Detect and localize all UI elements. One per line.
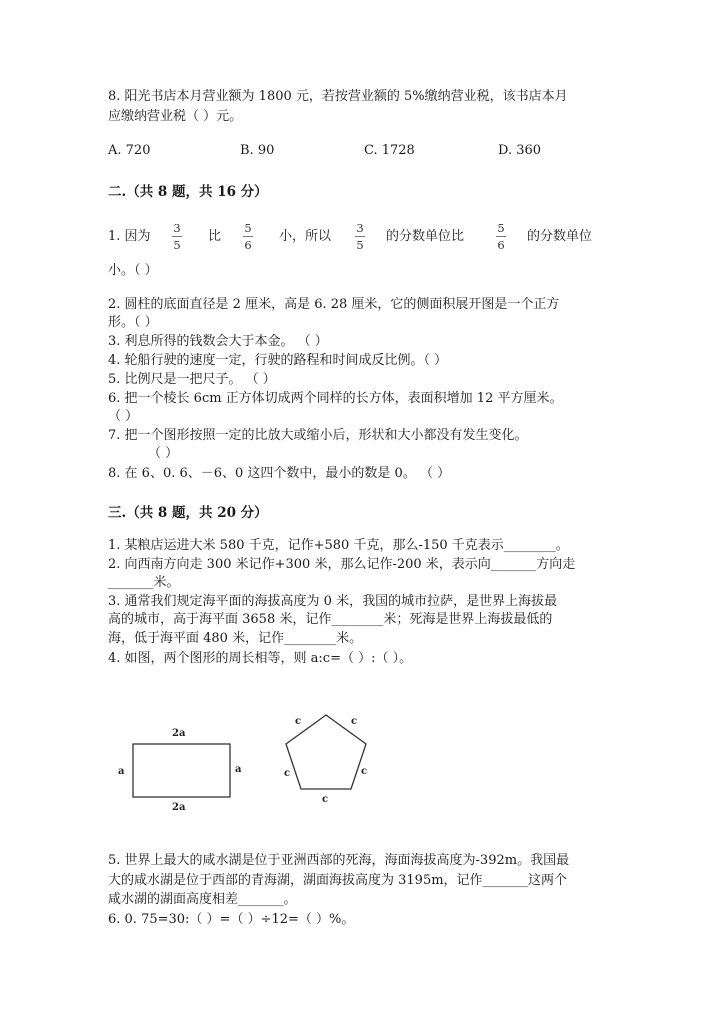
fraction-bar (355, 236, 365, 237)
s2-q1-fraction-2 (243, 221, 253, 252)
fraction-denominator: 6 (497, 238, 505, 252)
s2-q1-part-d: 的分数单位比 (386, 229, 465, 244)
s3-q3-line2: 高的城市，高于海平面 3658 米，记作________米；死海是世界上海拔最低的 (108, 612, 553, 627)
s2-q1-fraction-1 (172, 221, 182, 252)
s2-q3: 3. 利息所得的钱数会大于本金。 （ ） (108, 334, 328, 349)
s2-q1-fraction-3 (355, 221, 365, 252)
s3-q5-line1: 5. 世界上最大的咸水湖是位于亚洲西部的死海，海面海拔高度为-392m。我国最 (108, 853, 570, 868)
rect-right-label: a (235, 764, 242, 775)
s3-q2-line2: _______米。 (108, 575, 180, 590)
q8-option-a: A. 720 (108, 143, 151, 158)
fraction-numerator: 5 (244, 221, 252, 235)
s2-q6-line1: 6. 把一个棱长 6cm 正方体切成两个同样的长方体，表面积增加 12 平方厘米。 (108, 391, 563, 406)
s2-q7-line2: （ ） (148, 446, 179, 461)
q8-option-d: D. 360 (498, 143, 542, 158)
fraction-denominator: 5 (173, 238, 181, 252)
s3-q5-line2: 大的咸水湖是位于西部的青海湖，湖面海拔高度为 3195m，记作_______这两个 (108, 873, 568, 888)
fraction-denominator: 5 (356, 238, 364, 252)
fraction-bar (496, 236, 506, 237)
s3-q4: 4. 如图，两个图形的周长相等，则 a:c=（ ）:（ ）。 (108, 651, 413, 666)
s2-q1-fraction-4 (496, 221, 506, 252)
s3-q3-line1: 3. 通常我们规定海平面的海拔高度为 0 米，我国的城市拉萨，是世界上海拔最 (108, 594, 558, 609)
fraction-numerator: 3 (356, 221, 364, 235)
s2-q6-line2: （ ） (108, 409, 139, 424)
q8-option-b: B. 90 (240, 143, 275, 158)
fraction-denominator: 6 (244, 238, 252, 252)
s2-q7-line1: 7. 把一个图形按照一定的比放大或缩小后，形状和大小都没有发生变化。 (108, 428, 528, 443)
fraction-numerator: 5 (497, 221, 505, 235)
fraction-numerator: 3 (173, 221, 181, 235)
s2-q1-line2: 小。（ ） (108, 263, 158, 278)
s2-q1-part-c: 小，所以 (279, 229, 332, 244)
pentagon-side-label-top-right: c (351, 716, 358, 727)
s3-q3-line3: 海，低于海平面 480 米，记作________米。 (108, 631, 363, 646)
s3-q2-line1: 2. 向西南方向走 300 米记作+300 米，那么记作-200 米，表示向_______方向走 (108, 557, 576, 572)
section3-heading: 三.（共 8 题，共 20 分） (108, 505, 268, 521)
s2-q2-line2: 形。（ ） (108, 315, 158, 330)
rect-bottom-label: 2a (172, 802, 186, 813)
s2-q8: 8. 在 6、0. 6、－6、0 这四个数中，最小的数是 0。 （ ） (108, 466, 451, 481)
pentagon-side-label-right: c (361, 766, 368, 777)
q8-text-line2: 应缴纳营业税（ ）元。 (108, 109, 243, 124)
rect-left-label: a (118, 766, 125, 777)
perimeter-figure (100, 700, 390, 815)
s2-q1-part-a: 1. 因为 (108, 229, 151, 244)
pentagon-side-label-bottom: c (322, 794, 329, 805)
s3-q1: 1. 某粮店运进大米 580 千克，记作+580 千克，那么-150 千克表示________。 (108, 538, 569, 553)
fraction-bar (243, 236, 253, 237)
s3-q6: 6. 0. 75=30:（ ）=（ ）÷12=（ ）%。 (108, 912, 355, 927)
s2-q2-line1: 2. 圆柱的底面直径是 2 厘米，高是 6. 28 厘米，它的侧面积展开图是一个正方 (108, 297, 560, 312)
pentagon-side-label-top-left: c (295, 716, 302, 727)
s2-q5: 5. 比例尺是一把尺子。 （ ） (108, 372, 276, 387)
pentagon-side-label-left: c (284, 768, 291, 779)
s3-q5-line3: 咸水湖的湖面高度相差_______。 (108, 892, 297, 907)
rectangle-shape (133, 744, 230, 797)
s2-q4: 4. 轮船行驶的速度一定，行驶的路程和时间成反比例。（ ） (108, 353, 448, 368)
s2-q1-part-e: 的分数单位 (527, 229, 593, 244)
s2-q1-part-b: 比 (208, 229, 222, 244)
rect-top-label: 2a (172, 728, 186, 739)
section2-heading: 二.（共 8 题，共 16 分） (108, 184, 268, 200)
q8-option-c: C. 1728 (364, 143, 415, 158)
q8-text-line1: 8. 阳光书店本月营业额为 1800 元，若按营业额的 5%缴纳营业税，该书店本月 (108, 89, 568, 104)
fraction-bar (172, 236, 182, 237)
